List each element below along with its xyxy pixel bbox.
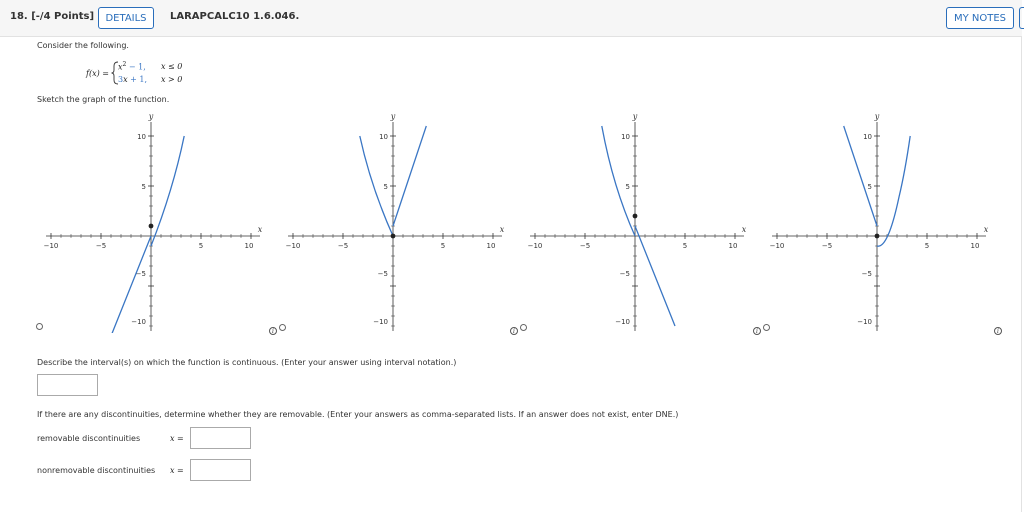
option-b-radio[interactable] [279, 324, 286, 331]
my-notes-button[interactable]: MY NOTES [946, 7, 1014, 29]
option-c-radio[interactable] [520, 324, 527, 331]
y-tick-label: 5 [383, 183, 388, 191]
next-tab-edge[interactable] [1019, 7, 1024, 29]
sketch-instruction: Sketch the graph of the function. [37, 95, 170, 104]
x-tick-label: −5 [821, 242, 833, 250]
y-tick-label: −10 [373, 318, 388, 326]
y-tick-label: −5 [377, 270, 388, 278]
y-axis-label: y [874, 112, 880, 121]
x-tick-label: 10 [728, 242, 738, 250]
graph-option-a[interactable] [38, 108, 270, 333]
y-tick-label: 10 [137, 133, 146, 141]
x-tick-label: 10 [970, 242, 980, 250]
x-tick-label: 5 [440, 242, 446, 250]
y-tick-label: 10 [863, 133, 872, 141]
endpoint-dot [149, 224, 154, 229]
info-icon[interactable]: i [269, 327, 277, 335]
x-axis-label: x [257, 225, 263, 234]
curve-left [844, 126, 877, 226]
x-tick-label: 5 [682, 242, 688, 250]
continuity-prompt: Describe the interval(s) on which the function is continuous. (Enter your answer using interval notation.) [37, 358, 457, 367]
x-tick-label: −5 [337, 242, 349, 250]
curve-right [635, 226, 675, 326]
y-tick-label: 10 [621, 133, 630, 141]
removable-label: removable discontinuities [37, 434, 141, 443]
y-tick-label: 5 [141, 183, 146, 191]
x-tick-label: −10 [769, 242, 785, 250]
graph-option-b[interactable] [280, 108, 512, 333]
y-tick-label: 10 [379, 133, 388, 141]
option-a-radio[interactable] [36, 323, 43, 330]
y-tick-label: −5 [619, 270, 630, 278]
question-number: 18. [-/4 Points] [10, 11, 95, 22]
x-tick-label: 10 [244, 242, 254, 250]
y-tick-label: 5 [625, 183, 630, 191]
info-icon[interactable]: i [510, 327, 518, 335]
case2-condition: x > 0 [161, 75, 183, 84]
x-tick-label: −10 [43, 242, 59, 250]
endpoint-dot [391, 234, 396, 239]
y-tick-label: −10 [615, 318, 630, 326]
panel-border [1021, 36, 1022, 512]
case2-expression: 3x + 1, [118, 75, 148, 84]
curve-left [602, 126, 635, 236]
x-axis-label: x [741, 225, 747, 234]
curve-right [877, 136, 910, 246]
y-axis-label: y [390, 112, 396, 121]
x-tick-label: 10 [486, 242, 496, 250]
x-axis-label: x [983, 225, 989, 234]
nonremovable-x-label: x = [170, 466, 184, 475]
curve-left [360, 136, 393, 236]
info-icon[interactable]: i [994, 327, 1002, 335]
curve-right [151, 136, 184, 246]
intro-text: Consider the following. [37, 41, 129, 50]
case1-condition: x ≤ 0 [161, 62, 183, 71]
graph-option-c[interactable] [522, 108, 754, 333]
question-header [0, 0, 1022, 37]
graph-option-d[interactable] [764, 108, 996, 333]
endpoint-dot [633, 214, 638, 219]
y-tick-label: −5 [861, 270, 872, 278]
y-tick-label: −5 [135, 270, 146, 278]
x-tick-label: 5 [924, 242, 930, 250]
x-tick-label: −5 [95, 242, 107, 250]
fx-label: f(x) = [86, 69, 109, 78]
x-tick-label: −10 [527, 242, 543, 250]
problem-code: LARAPCALC10 1.6.046. [170, 11, 300, 22]
nonremovable-input[interactable] [190, 459, 251, 481]
info-icon[interactable]: i [753, 327, 761, 335]
y-tick-label: 5 [867, 183, 872, 191]
endpoint-dot [875, 234, 880, 239]
x-axis-label: x [499, 225, 505, 234]
nonremovable-label: nonremovable discontinuities [37, 466, 156, 475]
x-tick-label: 5 [198, 242, 204, 250]
removable-x-label: x = [170, 434, 184, 443]
discontinuity-prompt: If there are any discontinuities, determine whether they are removable. (Enter your answers as comma-separated lists. If an answer does not exist, enter DNE.) [37, 410, 679, 419]
option-d-radio[interactable] [763, 324, 770, 331]
case1-expression: $x^2 - 1$, [118, 61, 146, 72]
y-tick-label: −10 [857, 318, 872, 326]
y-axis-label: y [148, 112, 154, 121]
curve-right [393, 126, 426, 226]
x-tick-label: −5 [579, 242, 591, 250]
details-button[interactable]: DETAILS [98, 7, 154, 29]
y-tick-label: −10 [131, 318, 146, 326]
y-axis-label: y [632, 112, 638, 121]
continuity-interval-input[interactable] [37, 374, 98, 396]
removable-input[interactable] [190, 427, 251, 449]
x-tick-label: −10 [285, 242, 301, 250]
